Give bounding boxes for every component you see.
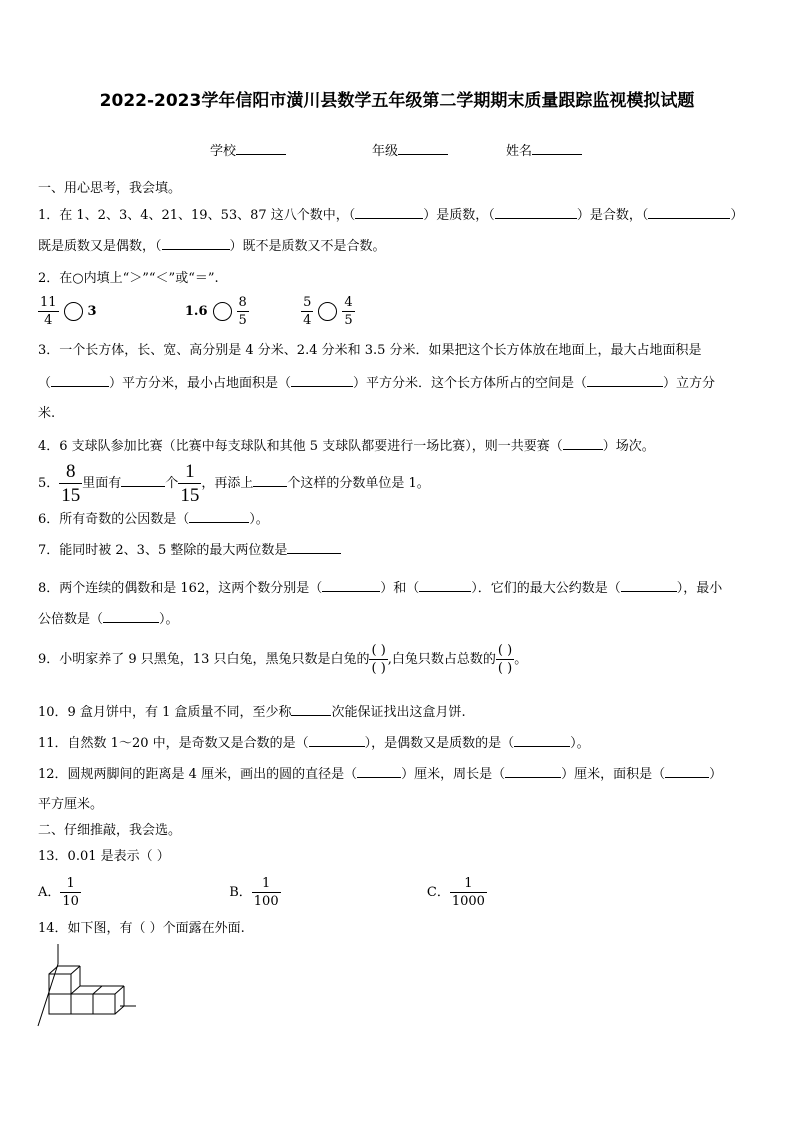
q8-blank-gcd[interactable] — [621, 579, 677, 592]
question-9: 9．小明家养了 9 只黑兔，13 只白兔，黑兔只数是白兔的 $\frac{( )}{( )}$ ,白兔只数占总数的 $\frac{( )}{( )}$ 。 — [38, 643, 528, 676]
question-11: 11．自然数 1～20 中，是奇数又是合数的是（ ），是偶数又是质数的是（ ）。 — [38, 736, 590, 751]
q4-blank[interactable] — [563, 437, 603, 450]
question-3-line-2: （ ）平方分米，最小占地面积是（ ）平方分米．这个长方体所占的空间是（ ）立方分 — [38, 376, 716, 391]
option-b[interactable]: B． $\frac{1}{100}$ — [229, 876, 279, 909]
question-10: 10．9 盒月饼中，有 1 盒质量不同，至少称 次能保证找出这盒月饼. — [38, 705, 466, 720]
school-blank[interactable] — [236, 141, 286, 155]
q1-blank-both[interactable] — [648, 206, 730, 219]
compare-circle-a[interactable] — [64, 302, 83, 321]
q9-fraction-blank-2[interactable]: $\frac{( )}{( )}$ — [497, 643, 513, 676]
question-8-line-1: 8．两个连续的偶数和是 162，这两个数分别是（ ）和（ ）．它们的最大公约数是（ ），最小 — [38, 581, 723, 596]
q5-blank-add[interactable] — [253, 474, 287, 487]
question-13: 13．0.01 是表示（ ） — [38, 849, 170, 864]
question-13-options — [38, 877, 487, 908]
q1-blank-composites[interactable] — [495, 206, 577, 219]
q1-blank-neither[interactable] — [162, 237, 230, 250]
question-2-comparisons: $\frac{11}{4}$ 3 1.6 $\frac{8}{5}$ $\frac{5}{4}$ $\frac{4}{5}$ — [40, 295, 353, 328]
compare-circle-b[interactable] — [213, 302, 232, 321]
q3-blank-volume[interactable] — [587, 374, 663, 387]
q9-fraction-blank-1[interactable]: $\frac{( )}{( )}$ — [371, 643, 386, 676]
compare-circle-c[interactable] — [318, 302, 337, 321]
question-8-line-2: 公倍数是（ ）。 — [38, 612, 179, 627]
q11-blank-odd-composite[interactable] — [309, 734, 365, 747]
q12-blank-area[interactable] — [665, 765, 709, 778]
fraction-8-15: $\frac{8}{15}$ — [61, 461, 81, 506]
question-3-line-3: 米. — [38, 406, 56, 421]
fraction-1-100: $\frac{1}{100}$ — [253, 876, 279, 909]
name-field: 姓名 — [506, 140, 582, 159]
fraction-4-5: $\frac{4}{5}$ — [344, 295, 353, 328]
question-3-line-1: 3．一个长方体，长、宽、高分别是 4 分米、2.4 分米和 3.5 分米．如果把这个长方体放在地面上，最大占地面积是 — [38, 343, 702, 358]
cube-stack-figure — [34, 944, 142, 1030]
question-2: 2．在○内填上“＞”“＜”或“＝”. — [38, 271, 219, 286]
question-4: 4．6 支球队参加比赛（比赛中每支球队和其他 5 支球队都要进行一场比赛），则一共要赛（ ）场次。 — [38, 439, 655, 454]
question-7: 7．能同时被 2、3、5 整除的最大两位数是 — [38, 541, 341, 560]
option-c[interactable]: C． $\frac{1}{1000}$ — [426, 876, 485, 909]
q8-blank-second[interactable] — [419, 579, 471, 592]
section-2-heading: 二、仔细推敲，我会选。 — [38, 823, 182, 838]
fraction-8-5: $\frac{8}{5}$ — [238, 295, 247, 328]
q12-blank-diameter[interactable] — [357, 765, 401, 778]
question-1-line-2: 既是质数又是偶数，（ ）既不是质数又不是合数。 — [38, 239, 386, 254]
question-14: 14．如下图，有（ ）个面露在外面. — [38, 921, 245, 936]
q8-blank-first[interactable] — [322, 579, 380, 592]
fraction-11-4: $\frac{11}{4}$ — [40, 295, 57, 328]
q5-blank-count[interactable] — [121, 474, 165, 487]
fraction-5-4: $\frac{5}{4}$ — [303, 295, 312, 328]
q12-blank-circumference[interactable] — [505, 765, 561, 778]
question-5: 5． $\frac{8}{15}$ 里面有 个 $\frac{1}{15}$ ，再添上 个这样的分数单位是 1。 — [38, 461, 430, 506]
section-1-heading: 一、用心思考，我会填。 — [38, 181, 182, 196]
grade-blank[interactable] — [398, 141, 448, 155]
q6-blank[interactable] — [189, 510, 249, 523]
grade-field: 年级 — [372, 140, 448, 159]
fraction-1-1000: $\frac{1}{1000}$ — [451, 876, 485, 909]
option-a[interactable]: A． $\frac{1}{10}$ — [38, 876, 79, 909]
question-12-line-1: 12．圆规两脚间的距离是 4 厘米，画出的圆的直径是（ ）厘米，周长是（ ）厘米，面积是（ ） — [38, 767, 723, 782]
question-6: 6．所有奇数的公因数是（ ）。 — [38, 512, 269, 527]
fraction-1-15: $\frac{1}{15}$ — [180, 461, 200, 506]
q7-blank[interactable] — [287, 541, 341, 554]
page-title: 2022-2023学年信阳市潢川县数学五年级第二学期期末质量跟踪监视模拟试题 — [99, 91, 695, 111]
question-12-line-2: 平方厘米。 — [38, 797, 104, 812]
question-1-line-1: 1．在 1、2、3、4、21、19、53、87 这八个数中，（ ）是质数，（ ）是合数，（ ） — [38, 208, 744, 223]
q3-blank-min-area[interactable] — [291, 374, 353, 387]
q1-blank-primes[interactable] — [355, 206, 423, 219]
q8-blank-lcm[interactable] — [103, 610, 159, 623]
school-field: 学校 — [210, 140, 286, 159]
q3-blank-max-area[interactable] — [51, 374, 109, 387]
name-blank[interactable] — [532, 141, 582, 155]
q10-blank[interactable] — [291, 703, 331, 716]
fraction-1-10: $\frac{1}{10}$ — [62, 876, 79, 909]
q11-blank-even-prime[interactable] — [514, 734, 570, 747]
